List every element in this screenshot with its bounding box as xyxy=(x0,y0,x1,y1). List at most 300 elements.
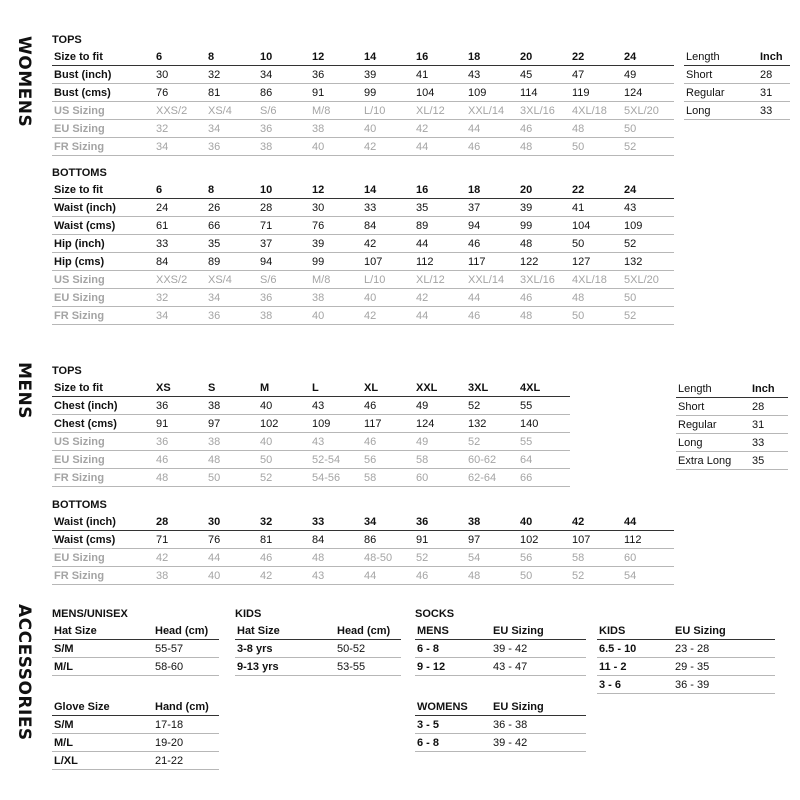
womens-tops-cell: 16 xyxy=(414,48,466,66)
womens-bottoms-cell: 50 xyxy=(570,307,622,325)
acc-socks-kids-row xyxy=(597,676,775,694)
womens-bottoms-cell: 35 xyxy=(414,199,466,217)
mens-tops-row-label: Size to fit xyxy=(52,379,154,397)
womens-tops-cell: 14 xyxy=(362,48,414,66)
acc-socks-womens-block xyxy=(415,698,586,752)
womens-tops-row-label: Size to fit xyxy=(52,48,154,66)
womens-tops-header-row xyxy=(52,48,674,66)
acc-glove-row-label: S/M xyxy=(52,716,153,734)
womens-tops-cell: 104 xyxy=(414,84,466,102)
mens-bottoms-cell: 42 xyxy=(258,567,310,585)
womens-bottoms-row xyxy=(52,235,674,253)
womens-bottoms-cell: 122 xyxy=(518,253,570,271)
womens-tops-cell: 38 xyxy=(258,138,310,156)
mens-bottoms-cell: 76 xyxy=(206,531,258,549)
womens-bottoms-cell: 50 xyxy=(622,289,674,307)
acc-socks-mens-row-label: MENS xyxy=(415,622,491,640)
mens-length-cell: Inch xyxy=(750,380,788,398)
womens-bottoms-cell: 35 xyxy=(206,235,258,253)
womens-bottoms-row-label: Hip (cms) xyxy=(52,253,154,271)
womens-length-row-label: Regular xyxy=(684,84,758,102)
womens-length-row xyxy=(684,84,790,102)
acc-kids-hat-cell: Head (cm) xyxy=(335,622,401,640)
womens-tops-row-label: FR Sizing xyxy=(52,138,154,156)
womens-bottoms-cell: 71 xyxy=(258,217,310,235)
womens-bottoms-cell: 41 xyxy=(570,199,622,217)
womens-bottoms-table xyxy=(52,181,674,325)
mens-tops-cell: 48 xyxy=(206,451,258,469)
mens-bottoms-cell: 36 xyxy=(414,513,466,531)
mens-length-row-label: Long xyxy=(676,434,750,452)
womens-tops-cell: 10 xyxy=(258,48,310,66)
womens-tops-cell: 30 xyxy=(154,66,206,84)
womens-bottoms-cell: 18 xyxy=(466,181,518,199)
mens-tops-cell: 52 xyxy=(466,433,518,451)
womens-tops-cell: 34 xyxy=(206,120,258,138)
womens-tops-cell: 39 xyxy=(362,66,414,84)
womens-bottoms-cell: 94 xyxy=(466,217,518,235)
mens-bottoms-cell: 44 xyxy=(622,513,674,531)
acc-socks-kids-cell: EU Sizing xyxy=(673,622,775,640)
mens-tops-cell: 52 xyxy=(258,469,310,487)
womens-tops-row-label: EU Sizing xyxy=(52,120,154,138)
womens-tops-cell: 22 xyxy=(570,48,622,66)
womens-tops-cell: 76 xyxy=(154,84,206,102)
mens-tops-title: TOPS xyxy=(52,365,82,377)
womens-tops-cell: 34 xyxy=(154,138,206,156)
mens-tops-table xyxy=(52,379,570,487)
womens-bottoms-cell: 46 xyxy=(466,307,518,325)
mens-bottoms-cell: 112 xyxy=(622,531,674,549)
womens-bottoms-cell: 61 xyxy=(154,217,206,235)
acc-socks-mens-table xyxy=(415,622,586,676)
womens-bottoms-cell: 46 xyxy=(518,289,570,307)
mens-bottoms-cell: 38 xyxy=(466,513,518,531)
womens-tops-cell: 86 xyxy=(258,84,310,102)
womens-tops-cell: 5XL/20 xyxy=(622,102,674,120)
mens-tops-cell: 55 xyxy=(518,433,570,451)
womens-tops-cell: 12 xyxy=(310,48,362,66)
womens-tops-cell: 36 xyxy=(310,66,362,84)
acc-mens-unisex-title: MENS/UNISEX xyxy=(52,608,128,620)
womens-bottoms-cell: 104 xyxy=(570,217,622,235)
womens-bottoms-cell: 112 xyxy=(414,253,466,271)
mens-length-table xyxy=(676,380,788,470)
mens-tops-cell: 140 xyxy=(518,415,570,433)
mens-length-cell: 35 xyxy=(750,452,788,470)
acc-socks-kids-cell: 29 - 35 xyxy=(673,658,775,676)
womens-tops-cell: 46 xyxy=(518,120,570,138)
womens-tops-cell: XS/4 xyxy=(206,102,258,120)
mens-bottoms-row-label: Waist (cms) xyxy=(52,531,154,549)
womens-tops-cell: 48 xyxy=(518,138,570,156)
womens-bottoms-row xyxy=(52,199,674,217)
womens-bottoms-cell: 32 xyxy=(154,289,206,307)
acc-hat-table xyxy=(52,622,219,676)
womens-bottoms-cell: 39 xyxy=(310,235,362,253)
womens-length-row-label: Length xyxy=(684,48,758,66)
mens-bottoms-row xyxy=(52,531,674,549)
womens-bottoms-cell: 117 xyxy=(466,253,518,271)
mens-bottoms-cell: 71 xyxy=(154,531,206,549)
mens-tops-row xyxy=(52,415,570,433)
mens-length-cell: 28 xyxy=(750,398,788,416)
mens-tops-cell: 38 xyxy=(206,433,258,451)
womens-bottoms-cell: 76 xyxy=(310,217,362,235)
mens-length-row-label: Extra Long xyxy=(676,452,750,470)
acc-socks-block xyxy=(415,606,586,676)
womens-tops-cell: S/6 xyxy=(258,102,310,120)
womens-bottoms-row-label: US Sizing xyxy=(52,271,154,289)
mens-tops-row xyxy=(52,451,570,469)
womens-bottoms-cell: 12 xyxy=(310,181,362,199)
mens-bottoms-table xyxy=(52,513,674,585)
womens-bottoms-cell: 20 xyxy=(518,181,570,199)
mens-tops-row-label: US Sizing xyxy=(52,433,154,451)
acc-socks-womens-row xyxy=(415,734,586,752)
womens-bottoms-row xyxy=(52,289,674,307)
mens-tops-cell: 52 xyxy=(466,397,518,415)
mens-length-row xyxy=(676,416,788,434)
womens-length-row-label: Long xyxy=(684,102,758,120)
mens-tops-cell: 62-64 xyxy=(466,469,518,487)
womens-tops-cell: 119 xyxy=(570,84,622,102)
womens-tops-cell: 47 xyxy=(570,66,622,84)
womens-bottoms-cell: 99 xyxy=(518,217,570,235)
mens-tops-cell: S xyxy=(206,379,258,397)
acc-glove-table xyxy=(52,698,219,770)
mens-tops-cell: 132 xyxy=(466,415,518,433)
acc-glove-cell: 17-18 xyxy=(153,716,219,734)
mens-bottoms-cell: 54 xyxy=(622,567,674,585)
womens-length-cell: 28 xyxy=(758,66,790,84)
womens-bottoms-cell: 52 xyxy=(622,235,674,253)
womens-bottoms-cell: 89 xyxy=(414,217,466,235)
acc-socks-womens-row-label: 3 - 5 xyxy=(415,716,491,734)
womens-tops-cell: 41 xyxy=(414,66,466,84)
mens-bottoms-row-label: FR Sizing xyxy=(52,567,154,585)
womens-length-row xyxy=(684,66,790,84)
acc-kids-hat-row xyxy=(235,658,401,676)
womens-length-block xyxy=(684,48,790,120)
mens-bottoms-row-label: EU Sizing xyxy=(52,549,154,567)
mens-bottoms-cell: 48-50 xyxy=(362,549,414,567)
womens-bottoms-cell: 38 xyxy=(258,307,310,325)
acc-socks-kids-cell: 36 - 39 xyxy=(673,676,775,694)
womens-bottoms-cell: 16 xyxy=(414,181,466,199)
womens-bottoms-cell: 42 xyxy=(362,307,414,325)
acc-kids-hat-cell: 50-52 xyxy=(335,640,401,658)
womens-bottoms-cell: 84 xyxy=(362,217,414,235)
womens-tops-cell: 34 xyxy=(258,66,310,84)
womens-bottoms-cell: 3XL/16 xyxy=(518,271,570,289)
mens-bottoms-cell: 46 xyxy=(414,567,466,585)
womens-bottoms-cell: L/10 xyxy=(362,271,414,289)
womens-bottoms-cell: 44 xyxy=(414,235,466,253)
womens-tops-row xyxy=(52,138,674,156)
womens-bottoms-cell: 38 xyxy=(310,289,362,307)
acc-socks-title: SOCKS xyxy=(415,608,455,620)
acc-hat-cell: 55-57 xyxy=(153,640,219,658)
mens-section-label: MENS xyxy=(14,362,34,420)
womens-bottoms-cell: 26 xyxy=(206,199,258,217)
mens-tops-cell: 117 xyxy=(362,415,414,433)
womens-tops-cell: 49 xyxy=(622,66,674,84)
womens-tops-table xyxy=(52,48,674,156)
womens-bottoms-cell: 4XL/18 xyxy=(570,271,622,289)
acc-socks-mens-header-row xyxy=(415,622,586,640)
mens-tops-cell: 4XL xyxy=(518,379,570,397)
womens-length-row-label: Short xyxy=(684,66,758,84)
mens-tops-block xyxy=(52,363,570,487)
womens-bottoms-cell: 84 xyxy=(154,253,206,271)
womens-bottoms-cell: XXL/14 xyxy=(466,271,518,289)
acc-glove-row-label: L/XL xyxy=(52,752,153,770)
mens-bottoms-cell: 44 xyxy=(206,549,258,567)
acc-socks-womens-row xyxy=(415,716,586,734)
mens-tops-cell: 64 xyxy=(518,451,570,469)
acc-glove-block xyxy=(52,698,219,770)
womens-bottoms-title: BOTTOMS xyxy=(52,167,107,179)
mens-bottoms-cell: 30 xyxy=(206,513,258,531)
womens-tops-cell: 40 xyxy=(362,120,414,138)
womens-tops-cell: 3XL/16 xyxy=(518,102,570,120)
womens-tops-cell: 36 xyxy=(206,138,258,156)
womens-tops-cell: 42 xyxy=(362,138,414,156)
womens-bottoms-cell: XS/4 xyxy=(206,271,258,289)
womens-section-label: WOMENS xyxy=(14,36,34,128)
acc-hat-row xyxy=(52,640,219,658)
acc-socks-womens-cell: 39 - 42 xyxy=(491,734,586,752)
womens-tops-cell: 32 xyxy=(154,120,206,138)
womens-bottoms-cell: 30 xyxy=(310,199,362,217)
mens-bottoms-cell: 107 xyxy=(570,531,622,549)
acc-socks-kids-row xyxy=(597,658,775,676)
womens-tops-row-label: Bust (cms) xyxy=(52,84,154,102)
womens-tops-cell: 91 xyxy=(310,84,362,102)
mens-length-cell: 33 xyxy=(750,434,788,452)
womens-tops-cell: XL/12 xyxy=(414,102,466,120)
womens-bottoms-block xyxy=(52,165,674,325)
mens-bottoms-cell: 54 xyxy=(466,549,518,567)
mens-tops-cell: 49 xyxy=(414,433,466,451)
womens-bottoms-cell: 40 xyxy=(362,289,414,307)
mens-tops-cell: 3XL xyxy=(466,379,518,397)
acc-socks-womens-cell: EU Sizing xyxy=(491,698,586,716)
womens-bottoms-cell: 24 xyxy=(622,181,674,199)
mens-bottoms-row-label: Waist (inch) xyxy=(52,513,154,531)
womens-tops-row xyxy=(52,66,674,84)
mens-bottoms-cell: 34 xyxy=(362,513,414,531)
mens-bottoms-cell: 91 xyxy=(414,531,466,549)
mens-bottoms-title: BOTTOMS xyxy=(52,499,107,511)
mens-bottoms-cell: 32 xyxy=(258,513,310,531)
mens-tops-row-label: FR Sizing xyxy=(52,469,154,487)
womens-bottoms-cell: 40 xyxy=(310,307,362,325)
womens-tops-cell: M/8 xyxy=(310,102,362,120)
mens-tops-cell: 46 xyxy=(362,433,414,451)
womens-bottoms-row-label: FR Sizing xyxy=(52,307,154,325)
mens-tops-header-row xyxy=(52,379,570,397)
acc-socks-womens-cell: 36 - 38 xyxy=(491,716,586,734)
womens-bottoms-cell: 132 xyxy=(622,253,674,271)
mens-tops-cell: 56 xyxy=(362,451,414,469)
womens-tops-cell: 20 xyxy=(518,48,570,66)
mens-tops-cell: 60-62 xyxy=(466,451,518,469)
womens-bottoms-cell: 36 xyxy=(258,289,310,307)
womens-tops-cell: 114 xyxy=(518,84,570,102)
womens-tops-cell: 50 xyxy=(570,138,622,156)
mens-tops-cell: 46 xyxy=(154,451,206,469)
mens-bottoms-row xyxy=(52,567,674,585)
womens-bottoms-cell: 14 xyxy=(362,181,414,199)
acc-hat-header-row xyxy=(52,622,219,640)
womens-bottoms-cell: S/6 xyxy=(258,271,310,289)
mens-bottoms-cell: 48 xyxy=(466,567,518,585)
acc-hat-cell: 58-60 xyxy=(153,658,219,676)
acc-socks-womens-row-label: WOMENS xyxy=(415,698,491,716)
mens-length-row xyxy=(676,452,788,470)
mens-tops-row xyxy=(52,469,570,487)
mens-bottoms-cell: 97 xyxy=(466,531,518,549)
acc-socks-kids-header-row xyxy=(597,622,775,640)
womens-bottoms-cell: 34 xyxy=(206,289,258,307)
womens-tops-cell: XXL/14 xyxy=(466,102,518,120)
womens-bottoms-row xyxy=(52,253,674,271)
womens-bottoms-cell: 52 xyxy=(622,307,674,325)
mens-bottoms-cell: 86 xyxy=(362,531,414,549)
acc-socks-mens-cell: 39 - 42 xyxy=(491,640,586,658)
mens-tops-cell: 43 xyxy=(310,397,362,415)
womens-tops-cell: XXS/2 xyxy=(154,102,206,120)
acc-hat-row-label: S/M xyxy=(52,640,153,658)
womens-bottoms-cell: 46 xyxy=(466,235,518,253)
womens-bottoms-cell: 34 xyxy=(154,307,206,325)
mens-tops-cell: 50 xyxy=(258,451,310,469)
womens-bottoms-cell: 48 xyxy=(570,289,622,307)
mens-bottoms-cell: 81 xyxy=(258,531,310,549)
womens-bottoms-cell: 107 xyxy=(362,253,414,271)
mens-bottoms-cell: 44 xyxy=(362,567,414,585)
womens-tops-cell: L/10 xyxy=(362,102,414,120)
mens-bottoms-cell: 50 xyxy=(518,567,570,585)
womens-bottoms-row-label: Waist (inch) xyxy=(52,199,154,217)
mens-tops-cell: 91 xyxy=(154,415,206,433)
acc-glove-row-label: M/L xyxy=(52,734,153,752)
womens-tops-row xyxy=(52,120,674,138)
mens-bottoms-cell: 52 xyxy=(414,549,466,567)
acc-glove-cell: 21-22 xyxy=(153,752,219,770)
acc-glove-row xyxy=(52,716,219,734)
acc-glove-row xyxy=(52,734,219,752)
womens-bottoms-cell: 36 xyxy=(206,307,258,325)
womens-bottoms-cell: 48 xyxy=(518,235,570,253)
mens-length-header-row xyxy=(676,380,788,398)
mens-bottoms-header-row xyxy=(52,513,674,531)
mens-tops-cell: XL xyxy=(362,379,414,397)
acc-socks-womens-table xyxy=(415,698,586,752)
womens-tops-cell: 4XL/18 xyxy=(570,102,622,120)
mens-bottoms-cell: 46 xyxy=(258,549,310,567)
acc-socks-kids-row-label: 3 - 6 xyxy=(597,676,673,694)
womens-tops-row xyxy=(52,102,674,120)
womens-bottoms-cell: XL/12 xyxy=(414,271,466,289)
womens-bottoms-cell: 22 xyxy=(570,181,622,199)
womens-bottoms-cell: 48 xyxy=(518,307,570,325)
womens-tops-cell: 18 xyxy=(466,48,518,66)
womens-bottoms-row-label: Waist (cms) xyxy=(52,217,154,235)
womens-tops-title: TOPS xyxy=(52,34,82,46)
mens-length-row-label: Length xyxy=(676,380,750,398)
womens-tops-cell: 46 xyxy=(466,138,518,156)
womens-bottoms-cell: 50 xyxy=(570,235,622,253)
mens-tops-cell: 54-56 xyxy=(310,469,362,487)
acc-glove-row xyxy=(52,752,219,770)
womens-bottoms-cell: M/8 xyxy=(310,271,362,289)
womens-bottoms-cell: 94 xyxy=(258,253,310,271)
mens-tops-cell: 40 xyxy=(258,397,310,415)
acc-glove-row-label: Glove Size xyxy=(52,698,153,716)
acc-kids-hat-title: KIDS xyxy=(235,608,262,620)
mens-tops-cell: 48 xyxy=(154,469,206,487)
acc-hat-row-label: M/L xyxy=(52,658,153,676)
womens-bottoms-cell: 43 xyxy=(622,199,674,217)
mens-tops-cell: 58 xyxy=(362,469,414,487)
acc-socks-kids-row-label: 6.5 - 10 xyxy=(597,640,673,658)
acc-socks-womens-header-row xyxy=(415,698,586,716)
mens-tops-cell: 52-54 xyxy=(310,451,362,469)
womens-bottoms-cell: 109 xyxy=(622,217,674,235)
mens-tops-cell: 46 xyxy=(362,397,414,415)
womens-bottoms-cell: 24 xyxy=(154,199,206,217)
mens-length-row xyxy=(676,434,788,452)
womens-length-cell: 33 xyxy=(758,102,790,120)
womens-bottoms-cell: 44 xyxy=(414,307,466,325)
acc-kids-hat-row-label: 9-13 yrs xyxy=(235,658,335,676)
acc-socks-mens-row-label: 6 - 8 xyxy=(415,640,491,658)
mens-tops-cell: 58 xyxy=(414,451,466,469)
mens-length-row xyxy=(676,398,788,416)
mens-bottoms-cell: 48 xyxy=(310,549,362,567)
mens-length-row-label: Short xyxy=(676,398,750,416)
womens-bottoms-row xyxy=(52,271,674,289)
mens-tops-cell: 60 xyxy=(414,469,466,487)
womens-bottoms-cell: 33 xyxy=(362,199,414,217)
womens-bottoms-cell: 6 xyxy=(154,181,206,199)
womens-bottoms-row xyxy=(52,217,674,235)
mens-bottoms-block xyxy=(52,497,674,585)
womens-tops-cell: 50 xyxy=(622,120,674,138)
womens-bottoms-cell: 42 xyxy=(414,289,466,307)
acc-socks-kids-table xyxy=(597,622,775,694)
womens-bottoms-cell: XXS/2 xyxy=(154,271,206,289)
mens-bottoms-cell: 40 xyxy=(206,567,258,585)
womens-bottoms-header-row xyxy=(52,181,674,199)
womens-tops-cell: 42 xyxy=(414,120,466,138)
accessories-section-label: ACCESSORIES xyxy=(14,604,34,741)
mens-bottoms-cell: 33 xyxy=(310,513,362,531)
acc-kids-hat-row-label: 3-8 yrs xyxy=(235,640,335,658)
womens-tops-cell: 44 xyxy=(466,120,518,138)
acc-glove-header-row xyxy=(52,698,219,716)
womens-bottoms-cell: 10 xyxy=(258,181,310,199)
mens-bottoms-cell: 102 xyxy=(518,531,570,549)
mens-tops-cell: XXL xyxy=(414,379,466,397)
mens-bottoms-cell: 43 xyxy=(310,567,362,585)
mens-tops-row-label: Chest (inch) xyxy=(52,397,154,415)
womens-bottoms-cell: 89 xyxy=(206,253,258,271)
acc-hat-cell: Head (cm) xyxy=(153,622,219,640)
